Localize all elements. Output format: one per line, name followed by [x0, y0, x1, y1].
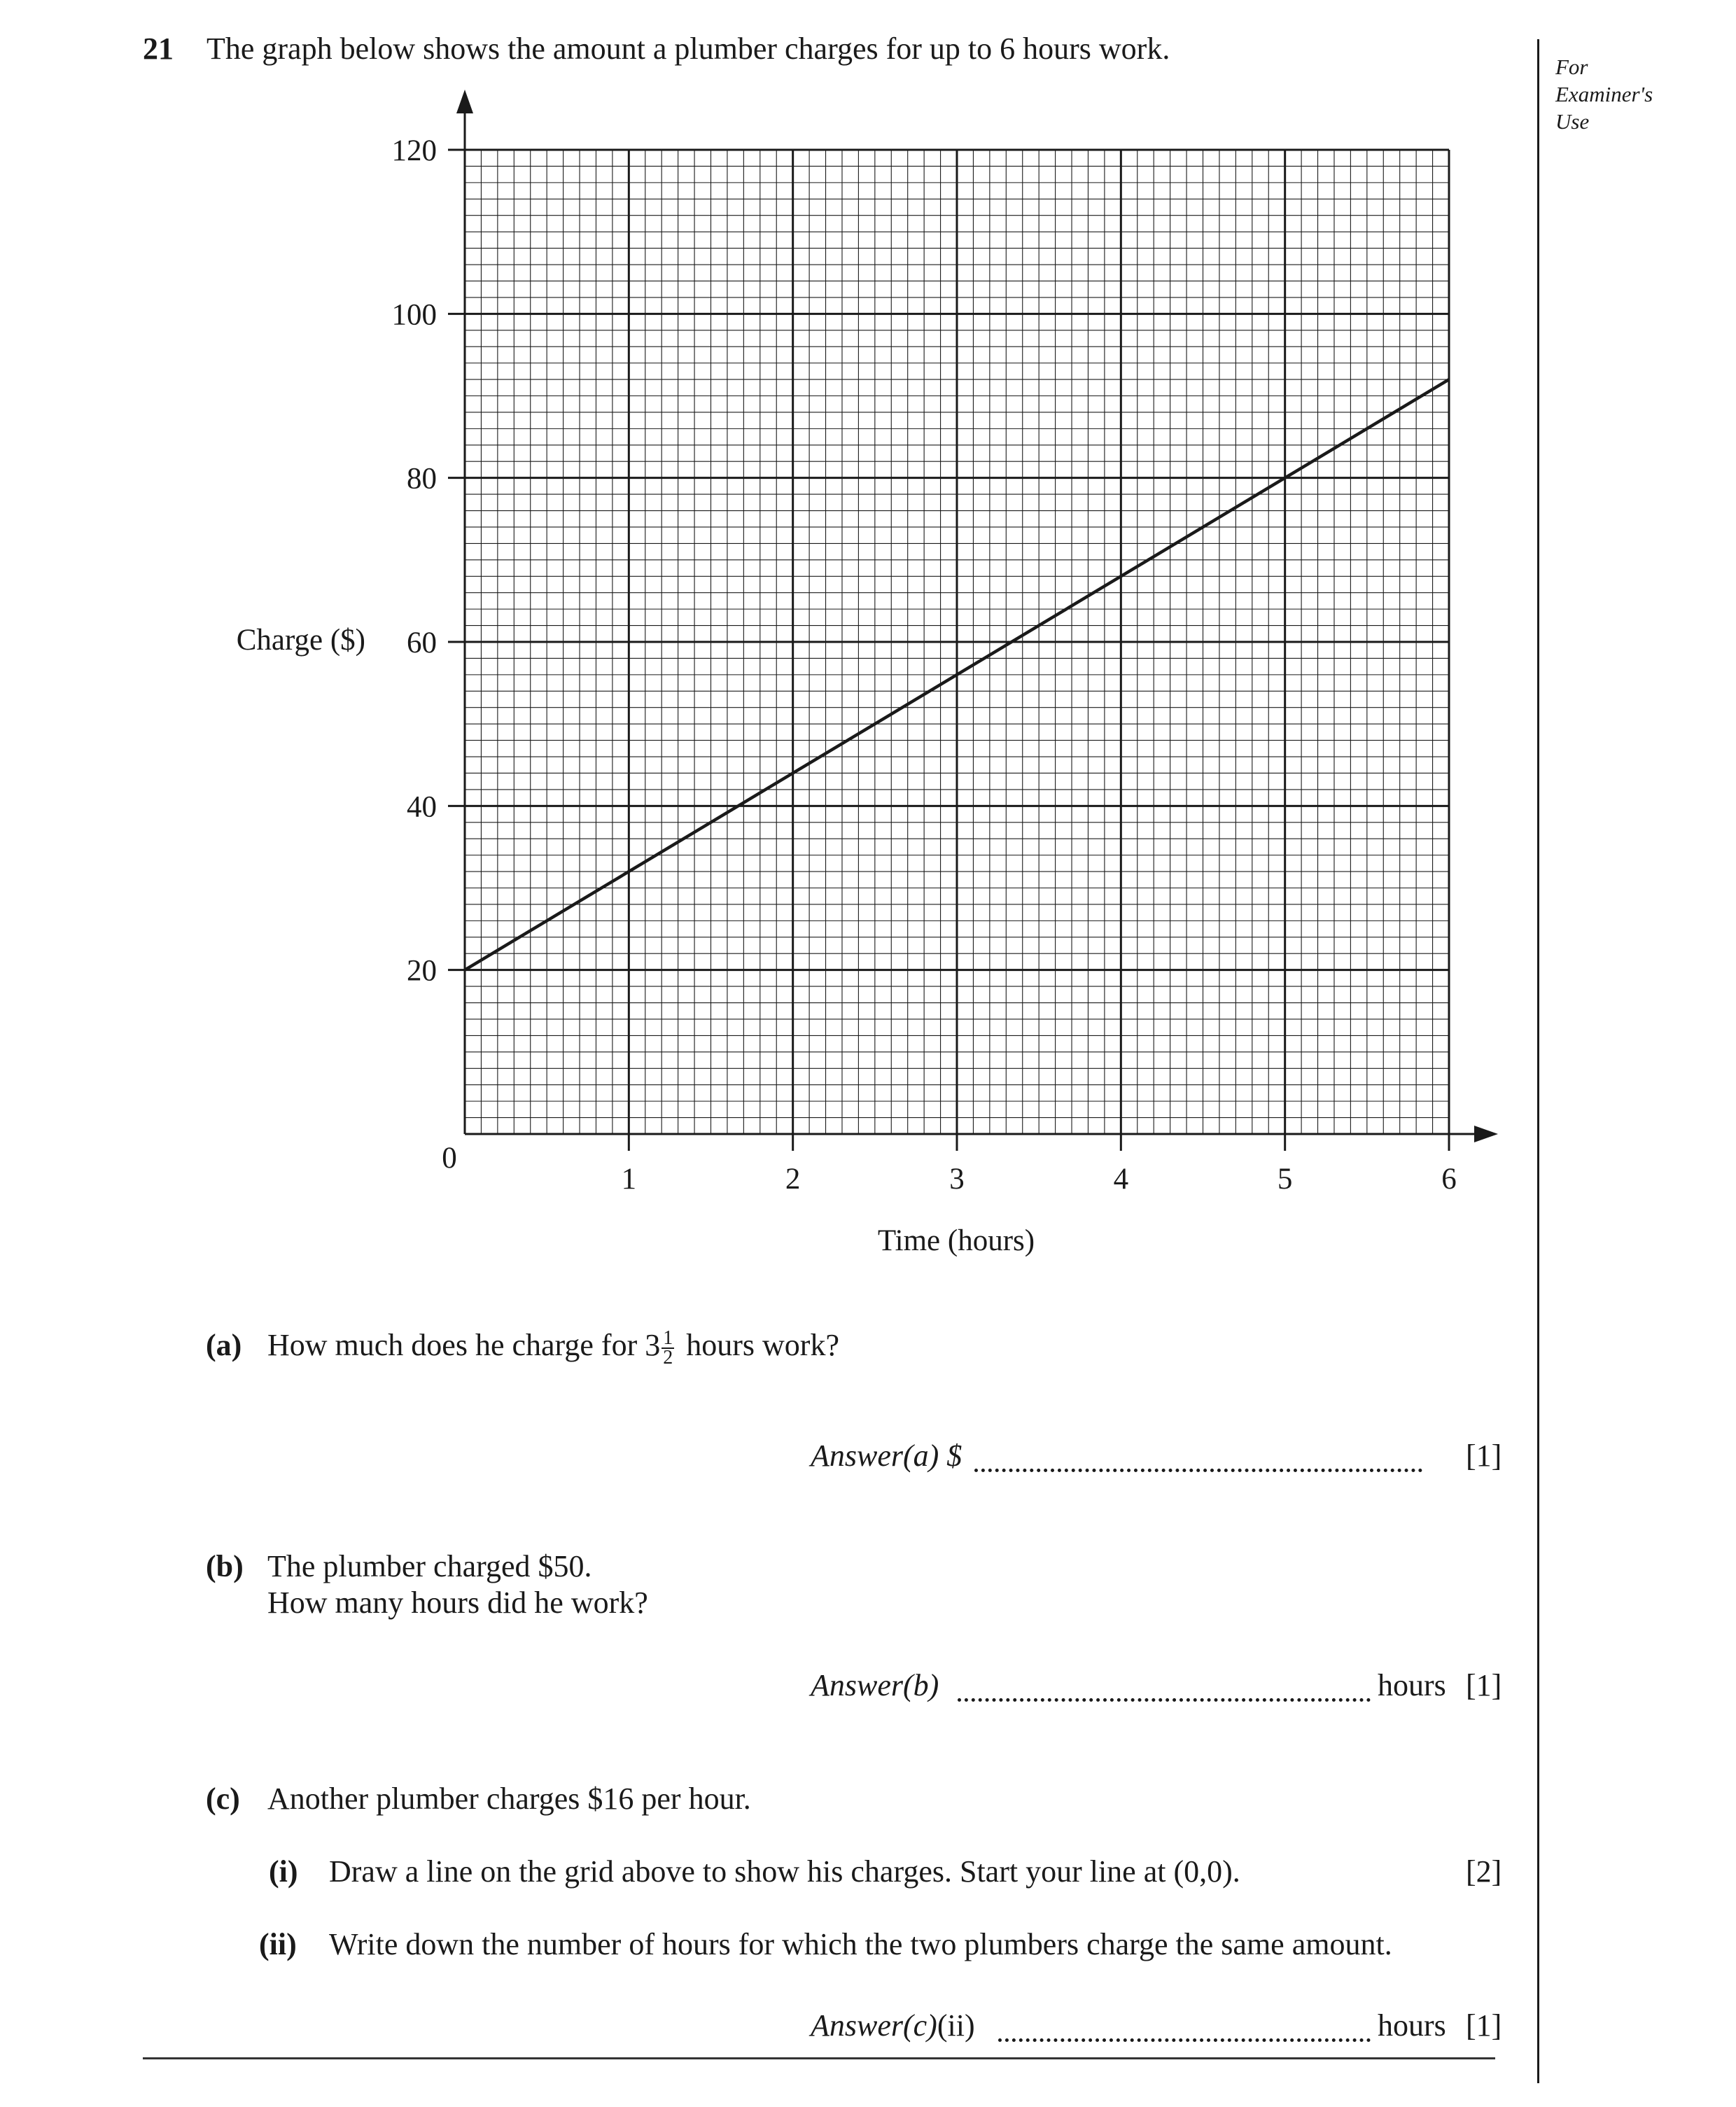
answer-c-ii-label-upright: (ii) [937, 2008, 975, 2043]
x-tick-label: 2 [785, 1163, 801, 1196]
part-c-text: Another plumber charges $16 per hour. [267, 1782, 751, 1816]
part-c-i-text: Draw a line on the grid above to show his charges. Start your line at (0,0). [329, 1854, 1240, 1889]
y-tick-label: 120 [391, 134, 437, 167]
fraction-one-half [662, 1326, 674, 1368]
answer-b-unit: hours [1378, 1668, 1446, 1702]
y-tick-label: 20 [407, 954, 437, 988]
answer-c-ii-label [811, 2008, 975, 2043]
part-a-text-after: hours work? [686, 1328, 839, 1362]
examiner-use-line1: For [1555, 55, 1588, 79]
part-b-line2: How many hours did he work? [267, 1586, 648, 1620]
x-axis-label: Time (hours) [877, 1224, 1035, 1257]
part-c-label: (c) [206, 1782, 240, 1816]
x-tick-label: 5 [1277, 1163, 1293, 1196]
part-c-i-marks: [2] [1466, 1854, 1502, 1889]
origin-label: 0 [442, 1142, 457, 1175]
fraction-denominator: 2 [663, 1346, 673, 1368]
part-b-label: (b) [206, 1549, 244, 1583]
x-tick-label: 6 [1441, 1163, 1457, 1196]
x-tick-label: 4 [1113, 1163, 1129, 1196]
part-c-ii-text: Write down the number of hours for which the two plumbers charge the same amount. [329, 1927, 1392, 1961]
answer-a-label: Answer(a) $ [811, 1438, 962, 1473]
part-a-marks: [1] [1466, 1438, 1502, 1473]
examiner-use-line2: Examiner's [1555, 82, 1653, 106]
part-c-i-label: (i) [269, 1854, 298, 1889]
answer-a-field[interactable] [974, 1469, 1422, 1472]
y-axis-label: Charge ($) [236, 624, 365, 657]
x-tick-label: 1 [621, 1163, 637, 1196]
examiner-use-line3: Use [1555, 109, 1590, 134]
answer-c-ii-label-italic: Answer(c) [811, 2008, 937, 2043]
x-tick-label: 3 [949, 1163, 965, 1196]
y-tick-label: 40 [407, 790, 437, 824]
y-tick-label: 60 [407, 626, 437, 659]
part-a-question [267, 1327, 839, 1367]
bottom-rule [143, 2057, 1495, 2059]
part-b-marks: [1] [1466, 1668, 1502, 1702]
part-c-ii-label: (ii) [259, 1927, 297, 1961]
answer-b-label: Answer(b) [811, 1668, 939, 1702]
answer-c-ii-field[interactable] [998, 2038, 1371, 2042]
question-number: 21 [143, 31, 174, 66]
question-text: The graph below shows the amount a plumber charges for up to 6 hours work. [206, 31, 1170, 66]
part-a-text-before: How much does he charge for 3 [267, 1328, 661, 1362]
fraction-numerator: 1 [663, 1326, 673, 1349]
x-axis-arrow [1474, 1126, 1498, 1142]
answer-b-field[interactable] [958, 1698, 1371, 1702]
y-axis-arrow [456, 90, 473, 113]
answer-c-ii-unit: hours [1378, 2008, 1446, 2043]
y-tick-label: 80 [407, 462, 437, 496]
part-c-ii-marks: [1] [1466, 2008, 1502, 2043]
part-a-label: (a) [206, 1328, 242, 1362]
y-tick-label: 100 [391, 298, 437, 332]
part-b-line1: The plumber charged $50. [267, 1549, 592, 1583]
